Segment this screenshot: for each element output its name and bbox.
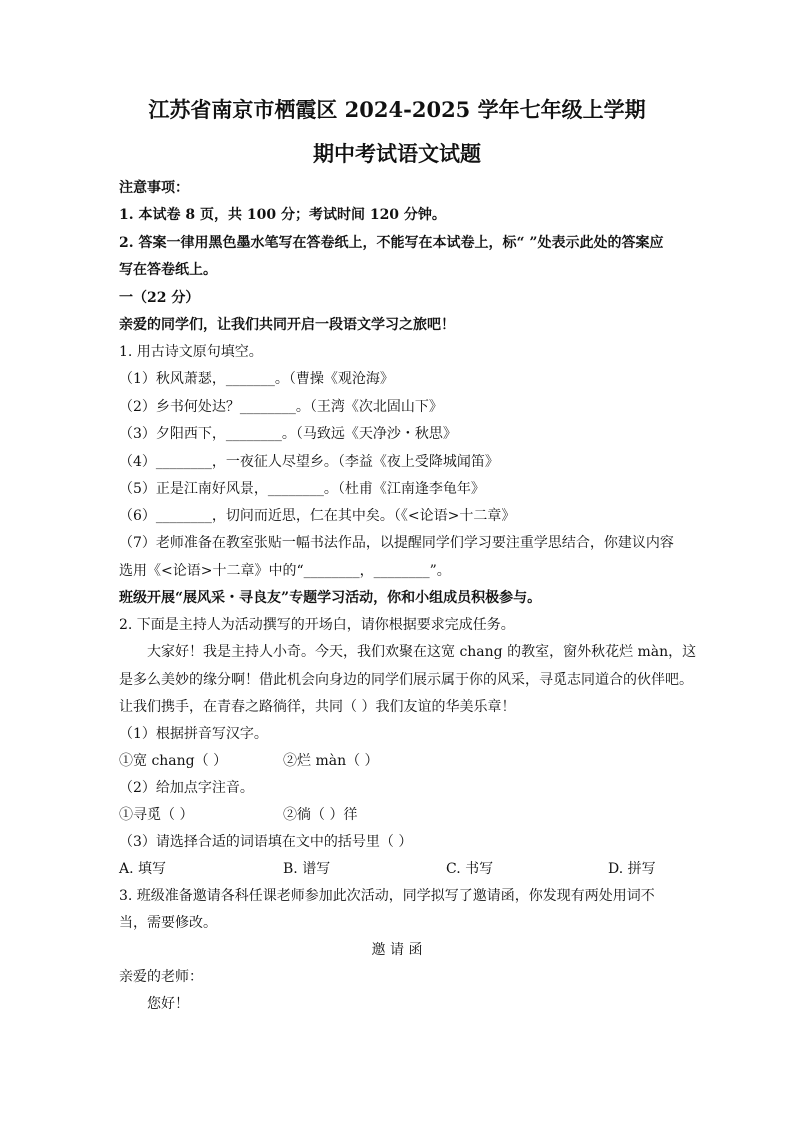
activity-intro: 班级开展“展风采・寻良友”专题学习活动，你和小组成员积极参与。 — [119, 590, 542, 606]
q2-option-c: C. 书写 — [446, 861, 494, 877]
section1-intro: 亲爱的同学们，让我们共同开启一段语文学习之旅吧！ — [119, 317, 455, 333]
q2-paragraph-line3: 让我们携手，在青春之路徜徉，共同（ ）我们友谊的华美乐章！ — [119, 699, 516, 715]
q1-item-1: （1）秋风萧瑟，_______。（曹操《观沧海》 — [119, 371, 394, 387]
q2-option-a: A. 填写 — [119, 861, 167, 877]
q2-sub2-b: ②徜（ ）徉 — [283, 807, 358, 823]
q1-item-3: （3）夕阳西下，________。（马致远《天净沙・秋思》 — [119, 426, 457, 442]
q2-stem: 2. 下面是主持人为活动撰写的开场白，请你根据要求完成任务。 — [119, 617, 515, 633]
q2-option-d: D. 拼写 — [608, 861, 656, 877]
q2-paragraph-line2: 是多么美妙的缘分啊！借此机会向身边的同学们展示属于你的风采，寻觅志同道合的伙伴吧。 — [119, 672, 693, 688]
q2-sub2: （2）给加点字注音。 — [119, 780, 254, 796]
q2-sub1-a: ①宽 chang（ ） — [119, 753, 228, 769]
q2-option-b: B. 谱写 — [283, 861, 331, 877]
q1-item-7-line2: 选用《<论语>十二章》中的“________，________”。 — [119, 563, 451, 579]
q1-stem: 1. 用古诗文原句填空。 — [119, 344, 263, 360]
q2-paragraph-line1: 大家好！我是主持人小奇。今天，我们欢聚在这宽 chang 的教室，窗外秋花烂 màn，这 — [147, 644, 697, 660]
letter-greeting: 您好！ — [147, 996, 189, 1012]
q1-item-2: （2）乡书何处达？________。（王湾《次北固山下》 — [119, 399, 443, 415]
q1-item-7-line1: （7）老师准备在教室张贴一幅书法作品，以提醒同学们学习要注重学思结合，你建议内容 — [119, 535, 674, 551]
letter-title: 邀 请 函 — [371, 942, 423, 958]
notice-item-1: 1. 本试卷 8 页，共 100 分；考试时间 120 分钟。 — [119, 207, 446, 223]
notice-item-2-line1: 2. 答案一律用黑色墨水笔写在答卷纸上，不能写在本试卷上，标“ ”处表示此处的答案应 — [119, 235, 664, 251]
notice-item-2-line2: 写在答卷纸上。 — [119, 262, 217, 278]
q1-item-4: （4）________，一夜征人尽望乡。（李益《夜上受降城闻笛》 — [119, 454, 499, 470]
q2-sub1-b: ②烂 màn（ ） — [283, 753, 379, 769]
q2-sub3: （3）请选择合适的词语填在文中的括号里（ ） — [119, 834, 413, 850]
letter-salutation: 亲爱的老师： — [119, 969, 203, 985]
q1-item-6: （6）________，切问而近思，仁在其中矣。（《<论语>十二章》 — [119, 508, 516, 524]
q3-line1: 3. 班级准备邀请各科任课老师参加此次活动，同学拟写了邀请函，你发现有两处用词不 — [119, 888, 655, 904]
notice-heading: 注意事项： — [119, 180, 189, 196]
q3-line2: 当，需要修改。 — [119, 915, 217, 931]
q2-sub1: （1）根据拼音写汉字。 — [119, 726, 268, 742]
q2-sub2-a: ①寻觅（ ） — [119, 807, 194, 823]
document-title-line2: 期中考试语文试题 — [313, 141, 481, 166]
q1-item-5: （5）正是江南好风景，________。（杜甫《江南逢李龟年》 — [119, 481, 485, 497]
document-title-line1: 江苏省南京市栖霞区 2024-2025 学年七年级上学期 — [148, 97, 646, 122]
section1-heading: 一（22 分） — [119, 290, 200, 306]
